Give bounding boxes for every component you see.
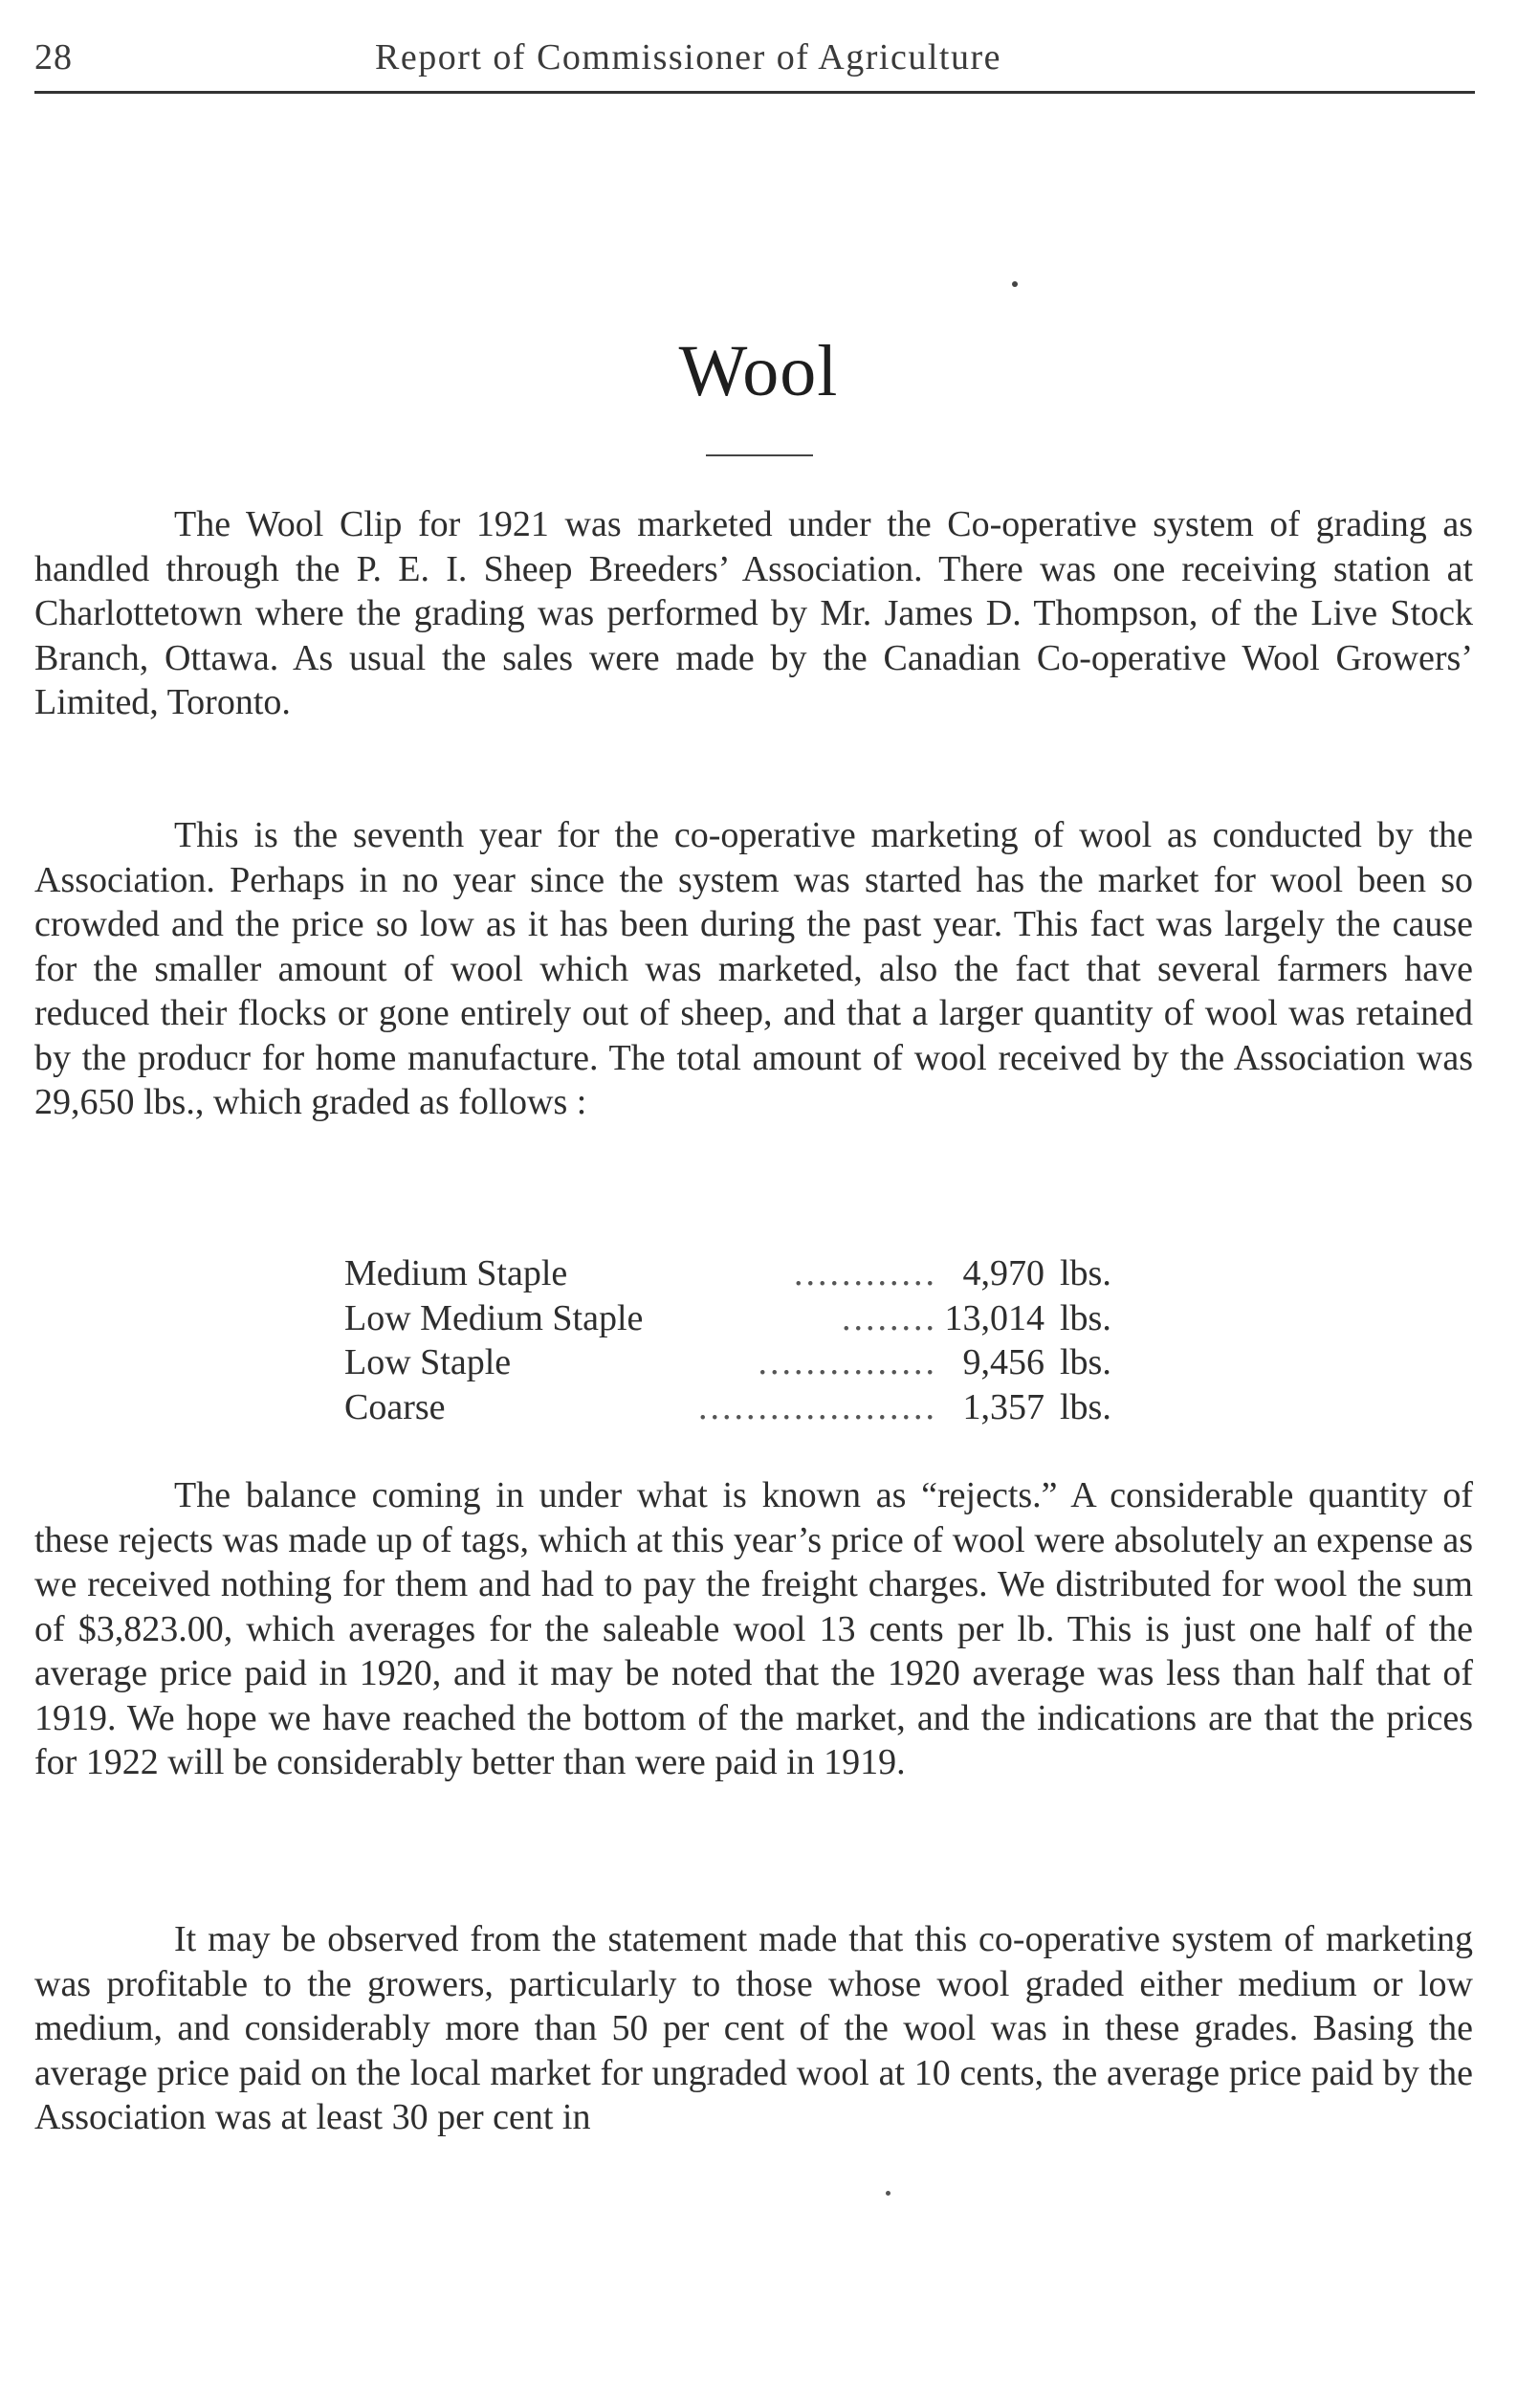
grade-row-low-staple [344,1340,1157,1385]
grade-name: Medium Staple [344,1253,568,1293]
grade-name: Coarse [344,1386,446,1427]
dot-leader: ............... [758,1342,937,1382]
grade-quantity: 1,357 [962,1386,1044,1427]
grade-quantity: 9,456 [962,1342,1044,1382]
paragraph-seventh-year: This is the seventh year for the co-operative marketing of wool as conducted by the Association. Perhaps in no year since the system was started has the market for wool been so crowded and the price so low as it has been during the past year. This fact was largely the cause for the smaller amount of wool which was marketed, also the fact that several farmers have reduced their flocks or gone entirely out of sheep, and that a larger quantity of wool was retained by the producr for home manufacture. The total amount of wool received by the Association was 29,650 lbs., which graded as follows : [34,815,1473,1122]
grade-unit: lbs. [1060,1342,1111,1382]
title-rule [706,454,813,456]
running-title: Report of Commissioner of Agriculture [375,37,1001,77]
dot-leader: .................... [698,1386,937,1427]
page-number: 28 [34,37,73,77]
grade-unit: lbs. [1060,1386,1111,1427]
grade-name: Low Medium Staple [344,1297,644,1338]
header-rule [34,91,1475,94]
grade-row-coarse [344,1385,1157,1430]
grade-unit: lbs. [1060,1253,1111,1293]
running-header [34,29,1473,86]
dot-leader: ............ [794,1253,937,1293]
paragraph-wool-clip: The Wool Clip for 1921 was marketed under the Co-operative system of grading as handled through the P. E. I. Sheep Breeders’ Association. There was one receiving station at Charlottetown where the grading was performed by Mr. James D. Thompson, of the Live Stock Branch, Ottawa. As usual the sales were made by the Canadian Co-operative Wool Growers’ Limited, Toronto. [34,504,1473,722]
grade-unit: lbs. [1060,1297,1111,1338]
wool-grades-table [344,1251,1157,1429]
grade-name: Low Staple [344,1342,512,1382]
grade-quantity: 4,970 [962,1253,1044,1293]
paragraph-profitability: It may be observed from the statement made that this co-operative system of marketing was profitable to the growers, particularly to those whose wool graded either medium or low medium, and considerably more than 50 per cent of the wool was in these grades. Basing the average price paid on the local market for ungraded wool at 10 cents, the average price paid by the Association was at least 30 per cent in [34,1919,1473,2137]
print-speck-bottom [886,2191,890,2196]
grade-row-medium-staple [344,1251,1157,1296]
print-speck [1012,281,1018,287]
paragraph-rejects: The balance coming in under what is known as “rejects.” A considerable quantity of these rejects was made up of tags, which at this year’s price of wool were absolutely an expense as we received nothing for them and had to pay the freight charges. We distributed for wool the sum of $3,823.00, which averages for the saleable wool 13 cents per lb. This is just one half of the average price paid in 1920, and it may be noted that the 1920 average was less than half that of 1919. We hope we have reached the bottom of the market, and the indications are that the prices for 1922 will be considerably better than were paid in 1919. [34,1475,1473,1782]
grade-quantity: 13,014 [944,1297,1044,1338]
grade-row-low-medium-staple [344,1296,1157,1341]
section-title: Wool [678,331,839,411]
dot-leader: ........ [842,1297,937,1338]
